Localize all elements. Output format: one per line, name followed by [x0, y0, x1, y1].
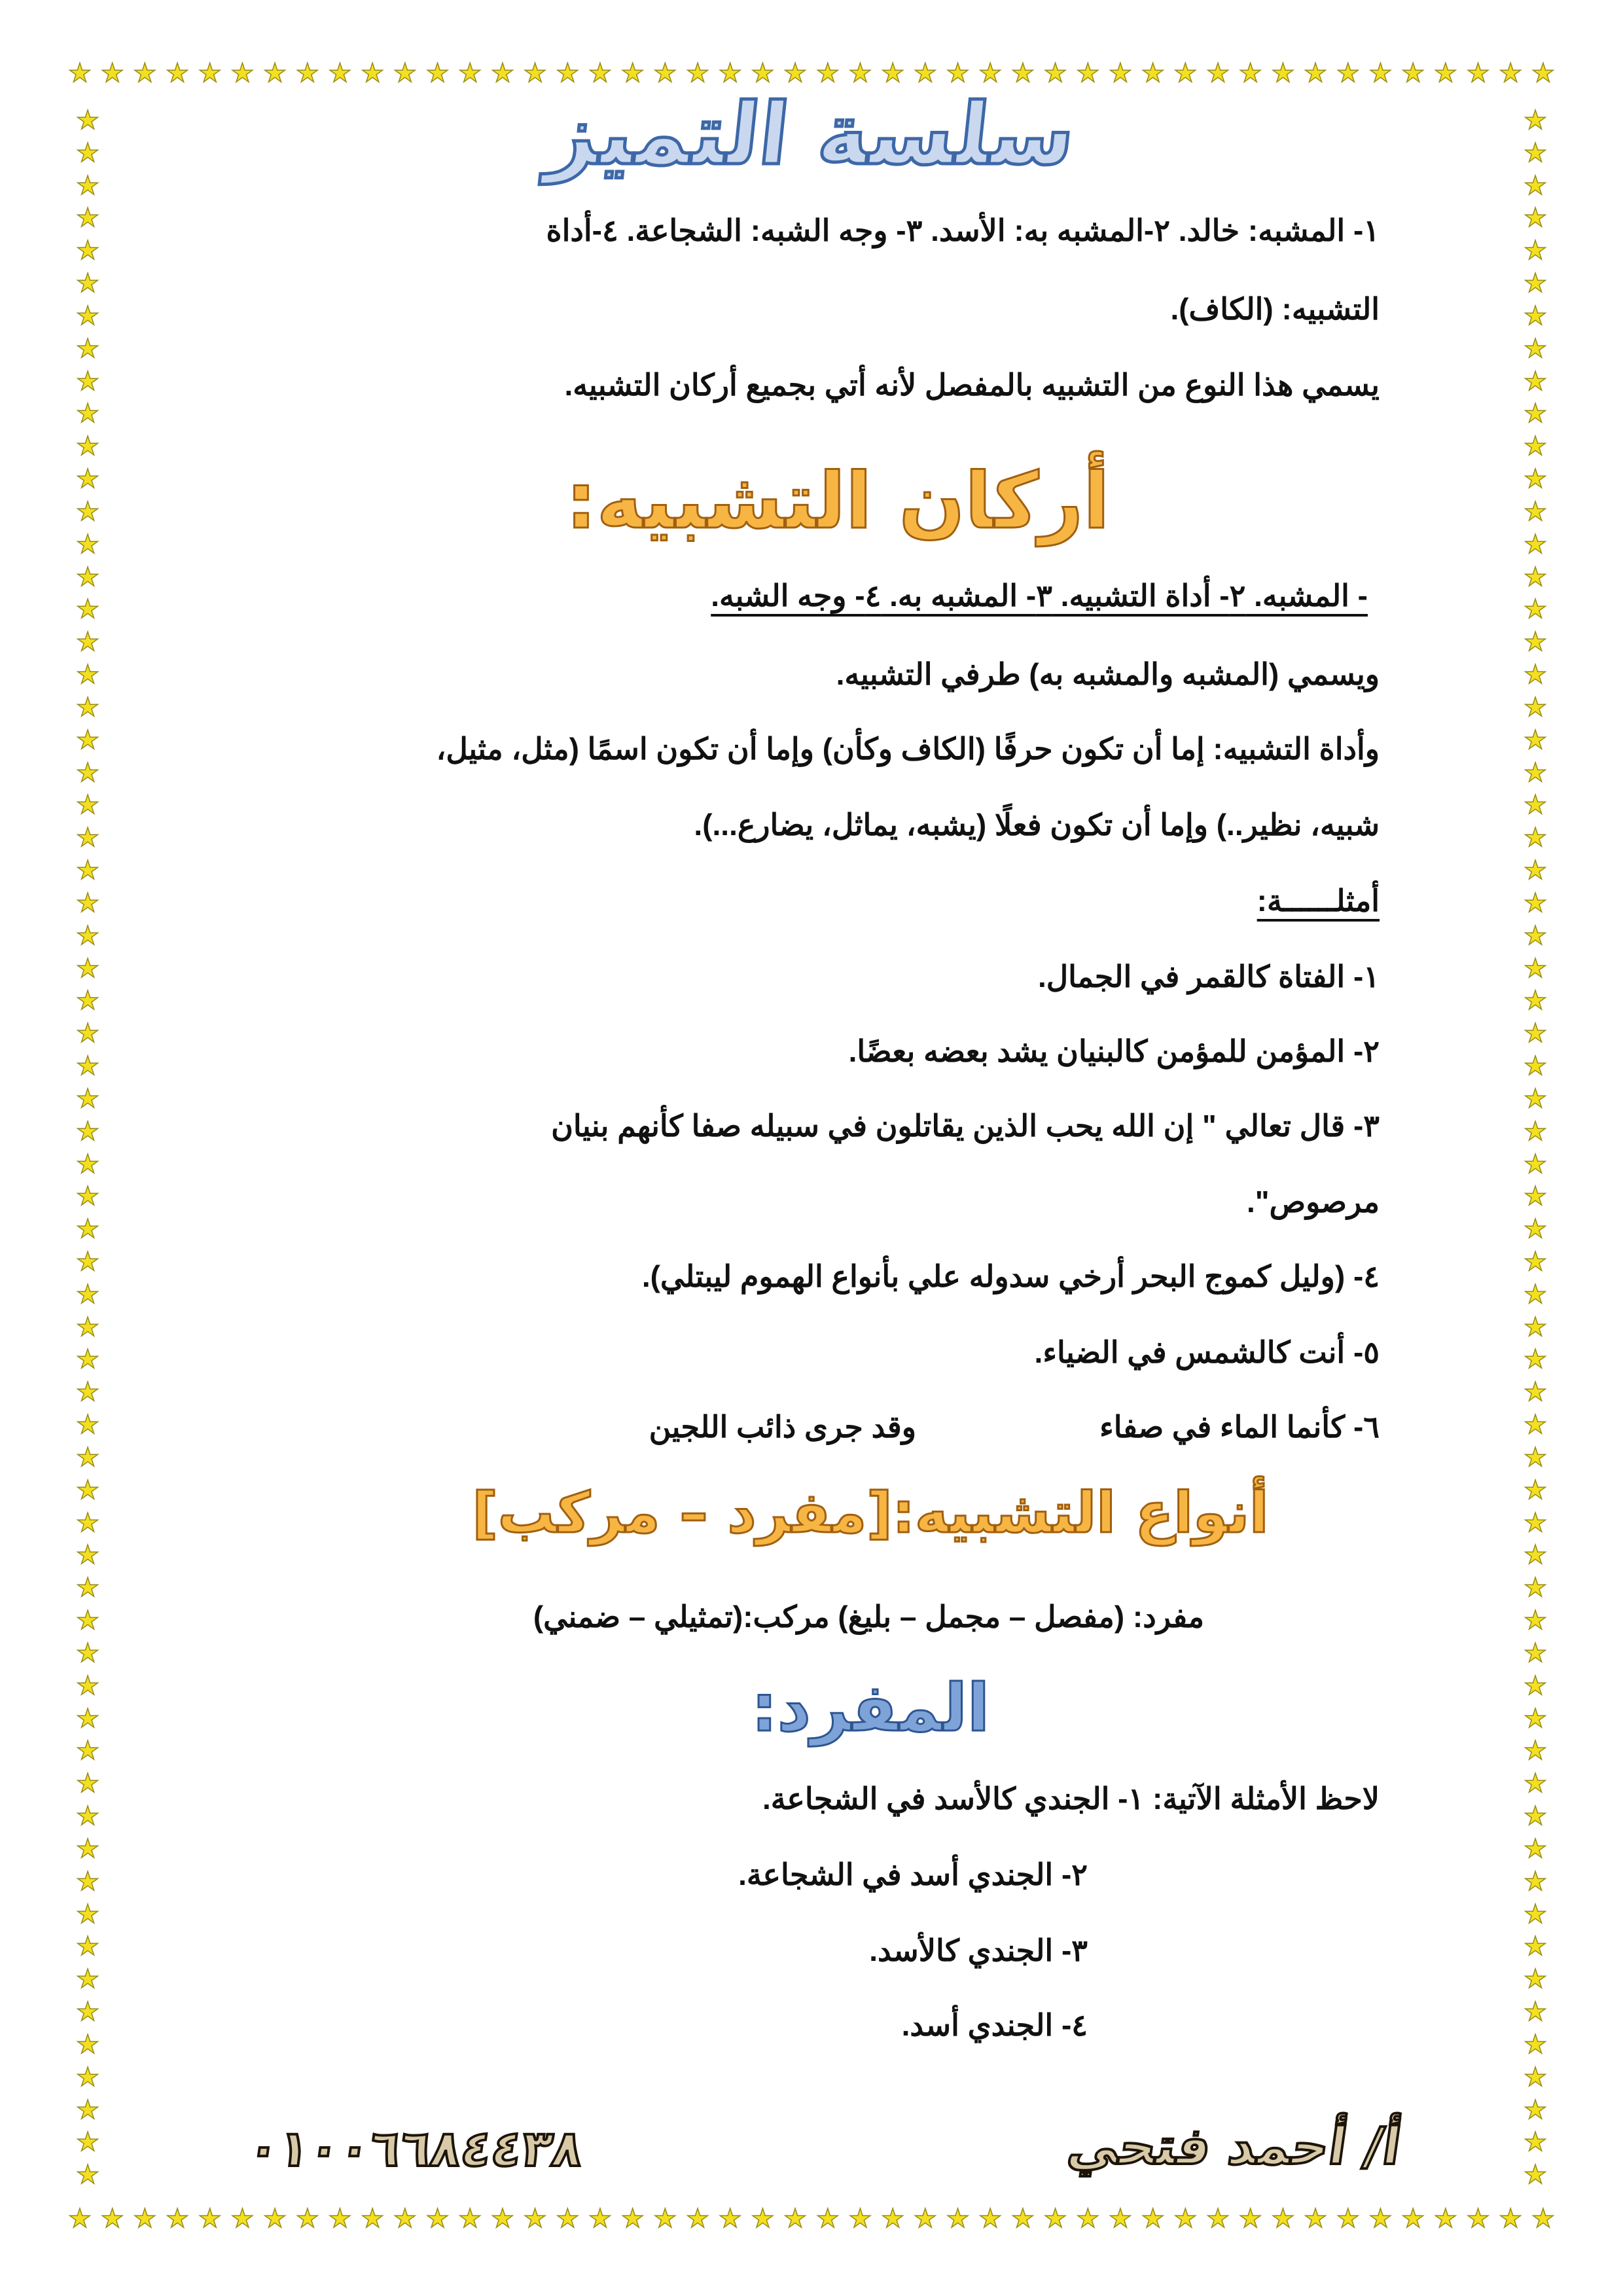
star-icon: ★: [76, 1083, 99, 1114]
star-icon: ★: [76, 431, 99, 462]
star-icon: ★: [458, 58, 482, 88]
star-icon: ★: [76, 1801, 99, 1832]
star-icon: ★: [198, 2204, 222, 2234]
types-line: مفرد: (مفصل – مجمل – بليغ) مركب:(تمثيلي – ضمني): [533, 1600, 1204, 1634]
star-icon: ★: [76, 1964, 99, 1995]
star-icon: ★: [1304, 58, 1327, 88]
star-icon: ★: [1524, 300, 1547, 331]
star-icon: ★: [425, 58, 450, 88]
star-icon: ★: [76, 1931, 99, 1962]
star-icon: ★: [1524, 203, 1547, 234]
star-icon: ★: [1524, 1475, 1547, 1505]
star-icon: ★: [1524, 496, 1547, 527]
star-icon: ★: [393, 58, 417, 88]
star-icon: ★: [1524, 823, 1547, 853]
star-icon: ★: [76, 627, 99, 658]
star-icon: ★: [1524, 137, 1547, 168]
star-icon: ★: [76, 660, 99, 691]
star-icon: ★: [978, 2204, 1003, 2234]
star-icon: ★: [328, 2204, 352, 2234]
star-icon: ★: [523, 58, 547, 88]
arkan-line-3: شبيه، نظير..) وإما أن تكون فعلًا (يشبه، يماثل، يضارع...).: [694, 808, 1380, 842]
star-icon: ★: [76, 2062, 99, 2092]
intro-line-1: ١- المشبه: خالد. ٢-المشبه به: الأسد. ٣- وجه الشبه: الشجاعة. ٤-أداة: [546, 213, 1380, 247]
star-icon: ★: [230, 58, 255, 88]
star-icon: ★: [1043, 58, 1067, 88]
star-icon: ★: [1524, 105, 1547, 135]
star-icon: ★: [76, 953, 99, 984]
star-icon: ★: [1524, 1083, 1547, 1114]
star-icon: ★: [76, 1899, 99, 1929]
star-icon: ★: [1433, 2204, 1457, 2234]
star-icon: ★: [1524, 855, 1547, 886]
star-icon: ★: [166, 2204, 189, 2234]
star-icon: ★: [76, 1312, 99, 1342]
star-icon: ★: [1524, 692, 1547, 723]
example-item: مرصوص".: [1246, 1185, 1380, 1219]
example-item: ٢- المؤمن للمؤمن كالبنيان يشد بعضه بعضًا.: [848, 1034, 1380, 1068]
star-icon: ★: [751, 58, 775, 88]
star-icon: ★: [76, 1833, 99, 1864]
star-icon: ★: [1531, 2204, 1555, 2234]
star-icon: ★: [76, 1344, 99, 1375]
star-icon: ★: [76, 203, 99, 234]
star-icon: ★: [76, 1605, 99, 1636]
star-icon: ★: [1109, 58, 1132, 88]
star-icon: ★: [76, 1475, 99, 1505]
star-icon: ★: [1524, 1997, 1547, 2028]
star-icon: ★: [1499, 2204, 1523, 2234]
star-icon: ★: [76, 399, 99, 429]
star-icon: ★: [1076, 58, 1100, 88]
author-name: أ/ أحمد فتحي: [1063, 2117, 1405, 2176]
star-icon: ★: [1499, 58, 1523, 88]
star-icon: ★: [1466, 2204, 1490, 2234]
star-icon: ★: [76, 1997, 99, 2028]
star-icon: ★: [1531, 58, 1555, 88]
arkan-line-1: ويسمي (المشبه والمشبه به) طرفي التشبيه.: [836, 657, 1380, 691]
star-icon: ★: [68, 58, 92, 88]
star-icon: ★: [1524, 1246, 1547, 1277]
star-icon: ★: [1368, 2204, 1393, 2234]
star-icon: ★: [1524, 790, 1547, 821]
star-icon: ★: [263, 2204, 287, 2234]
star-icon: ★: [76, 2160, 99, 2191]
star-icon: ★: [76, 105, 99, 135]
star-icon: ★: [1524, 170, 1547, 201]
star-icon: ★: [1043, 2204, 1067, 2234]
star-icon: ★: [328, 58, 352, 88]
star-icon: ★: [718, 58, 742, 88]
star-icon: ★: [76, 1703, 99, 1734]
star-icon: ★: [1206, 2204, 1230, 2234]
star-icon: ★: [1466, 58, 1490, 88]
verse-part-1: ٦- كأنما الماء في صفاء: [1099, 1410, 1380, 1444]
star-icon: ★: [913, 2204, 937, 2234]
star-icon: ★: [76, 725, 99, 755]
star-icon: ★: [1524, 953, 1547, 984]
mufrad-line-2: ٢- الجندي أسد في الشجاعة.: [738, 1857, 1088, 1892]
star-icon: ★: [1524, 1899, 1547, 1929]
mufrad-line-3: ٣- الجندي كالأسد.: [869, 1933, 1088, 1967]
star-icon: ★: [1524, 1964, 1547, 1995]
star-icon: ★: [523, 2204, 547, 2234]
intro-line-3: يسمي هذا النوع من التشبيه بالمفصل لأنه أتي بجميع أركان التشبيه.: [564, 368, 1380, 402]
star-icon: ★: [751, 2204, 775, 2234]
star-icon: ★: [76, 692, 99, 723]
star-border-right: [1516, 107, 1555, 2189]
example-item: ٤- (وليل كموج البحر أرخي سدوله علي بأنواع الهموم ليبتلي).: [641, 1259, 1380, 1293]
star-icon: ★: [76, 790, 99, 821]
star-icon: ★: [1141, 2204, 1165, 2234]
star-icon: ★: [76, 236, 99, 266]
star-icon: ★: [76, 920, 99, 951]
example-item: ٥- أنت كالشمس في الضياء.: [1034, 1335, 1380, 1369]
star-icon: ★: [1524, 1768, 1547, 1799]
star-icon: ★: [76, 1410, 99, 1441]
star-icon: ★: [76, 1181, 99, 1212]
star-icon: ★: [230, 2204, 255, 2234]
star-icon: ★: [1524, 1605, 1547, 1636]
arkan-line-2: وأداة التشبيه: إما أن تكون حرفًا (الكاف وكأن) وإما أن تكون اسمًا (مثل، مثيل،: [436, 732, 1380, 766]
star-icon: ★: [76, 333, 99, 364]
star-icon: ★: [361, 2204, 385, 2234]
star-icon: ★: [76, 2094, 99, 2125]
arkan-list: - المشبه. ٢- أداة التشبيه. ٣- المشبه به. ٤- وجه الشبه.: [711, 579, 1368, 613]
star-icon: ★: [1206, 58, 1230, 88]
star-icon: ★: [653, 2204, 677, 2234]
star-icon: ★: [1524, 1051, 1547, 1082]
star-icon: ★: [76, 1507, 99, 1538]
star-icon: ★: [1524, 399, 1547, 429]
star-icon: ★: [848, 2204, 872, 2234]
star-icon: ★: [1524, 366, 1547, 397]
star-icon: ★: [458, 2204, 482, 2234]
star-icon: ★: [100, 2204, 124, 2234]
star-icon: ★: [361, 58, 385, 88]
star-icon: ★: [1524, 1507, 1547, 1538]
star-icon: ★: [620, 2204, 645, 2234]
star-icon: ★: [1524, 1018, 1547, 1049]
star-icon: ★: [1524, 2062, 1547, 2092]
star-icon: ★: [1524, 986, 1547, 1016]
star-icon: ★: [1524, 1312, 1547, 1342]
star-border-left: [68, 107, 107, 2189]
star-icon: ★: [166, 58, 189, 88]
star-icon: ★: [76, 366, 99, 397]
star-icon: ★: [1076, 2204, 1100, 2234]
star-icon: ★: [881, 58, 905, 88]
star-icon: ★: [76, 464, 99, 495]
star-icon: ★: [556, 58, 580, 88]
star-icon: ★: [76, 594, 99, 625]
heading-mufrad: المفرد:: [751, 1670, 990, 1746]
example-item: ١- الفتاة كالقمر في الجمال.: [1037, 960, 1380, 994]
star-icon: ★: [263, 58, 287, 88]
star-icon: ★: [1173, 2204, 1198, 2234]
star-icon: ★: [1524, 1377, 1547, 1408]
star-icon: ★: [76, 300, 99, 331]
star-icon: ★: [1524, 236, 1547, 266]
star-icon: ★: [1524, 2094, 1547, 2125]
star-icon: ★: [1524, 1931, 1547, 1962]
star-icon: ★: [1524, 333, 1547, 364]
star-icon: ★: [76, 1214, 99, 1245]
star-icon: ★: [490, 58, 514, 88]
star-icon: ★: [68, 2204, 92, 2234]
intro-line-2: التشبيه: (الكاف).: [1170, 292, 1380, 326]
star-icon: ★: [76, 1377, 99, 1408]
star-icon: ★: [100, 58, 124, 88]
star-icon: ★: [76, 1279, 99, 1310]
star-icon: ★: [76, 1573, 99, 1604]
star-icon: ★: [1010, 2204, 1035, 2234]
star-icon: ★: [76, 137, 99, 168]
star-icon: ★: [588, 58, 612, 88]
star-icon: ★: [1524, 431, 1547, 462]
star-icon: ★: [1524, 627, 1547, 658]
star-icon: ★: [913, 58, 937, 88]
star-icon: ★: [686, 58, 709, 88]
star-icon: ★: [1524, 1540, 1547, 1571]
star-icon: ★: [76, 268, 99, 299]
star-icon: ★: [1524, 2127, 1547, 2158]
star-icon: ★: [556, 2204, 580, 2234]
examples-label: أمثلــــــة:: [1257, 884, 1380, 918]
star-icon: ★: [1524, 1703, 1547, 1734]
verse-part-2: وقد جرى ذائب اللجين: [649, 1410, 916, 1444]
star-icon: ★: [76, 1768, 99, 1799]
star-icon: ★: [1238, 2204, 1262, 2234]
star-border-bottom: [68, 2199, 1555, 2238]
star-icon: ★: [76, 757, 99, 788]
star-icon: ★: [1524, 1149, 1547, 1179]
star-icon: ★: [1524, 725, 1547, 755]
star-icon: ★: [1524, 1736, 1547, 1767]
star-icon: ★: [620, 58, 645, 88]
star-icon: ★: [978, 58, 1003, 88]
star-icon: ★: [1524, 594, 1547, 625]
series-banner: سلسة التميز: [543, 84, 1080, 184]
star-icon: ★: [1271, 58, 1295, 88]
star-icon: ★: [295, 58, 319, 88]
star-icon: ★: [393, 2204, 417, 2234]
star-icon: ★: [946, 2204, 970, 2234]
star-icon: ★: [76, 529, 99, 560]
star-icon: ★: [1524, 1833, 1547, 1864]
star-icon: ★: [76, 1736, 99, 1767]
star-icon: ★: [1524, 888, 1547, 918]
star-icon: ★: [133, 58, 157, 88]
star-icon: ★: [1401, 2204, 1425, 2234]
star-icon: ★: [76, 1670, 99, 1701]
heading-arkan: أركان التشبيه:: [565, 456, 1110, 546]
star-icon: ★: [1368, 58, 1393, 88]
star-icon: ★: [1524, 1116, 1547, 1147]
star-icon: ★: [1524, 464, 1547, 495]
star-icon: ★: [1173, 58, 1198, 88]
star-icon: ★: [76, 562, 99, 592]
star-icon: ★: [76, 1540, 99, 1571]
example-item: ٣- قال تعالي " إن الله يحب الذين يقاتلون في سبيله صفا كأنهم بنيان: [551, 1109, 1380, 1143]
star-icon: ★: [848, 58, 872, 88]
star-icon: ★: [783, 2204, 807, 2234]
star-icon: ★: [1524, 757, 1547, 788]
star-icon: ★: [76, 1051, 99, 1082]
star-icon: ★: [1238, 58, 1262, 88]
star-icon: ★: [946, 58, 970, 88]
star-icon: ★: [76, 1246, 99, 1277]
star-icon: ★: [1010, 58, 1035, 88]
phone-number: ٠١٠٠٦٦٨٤٤٣٨: [244, 2119, 587, 2178]
star-icon: ★: [133, 2204, 157, 2234]
star-icon: ★: [1524, 2160, 1547, 2191]
star-icon: ★: [76, 986, 99, 1016]
heading-types: أنواع التشبيه:[مفرد – مركب]: [472, 1480, 1269, 1546]
star-icon: ★: [686, 2204, 709, 2234]
star-icon: ★: [1524, 562, 1547, 592]
star-icon: ★: [76, 2127, 99, 2158]
star-icon: ★: [1524, 1801, 1547, 1832]
mufrad-line-4: ٤- الجندي أسد.: [901, 2008, 1088, 2042]
star-icon: ★: [1524, 529, 1547, 560]
star-icon: ★: [1524, 2029, 1547, 2060]
star-icon: ★: [76, 170, 99, 201]
star-icon: ★: [76, 496, 99, 527]
star-icon: ★: [1524, 1181, 1547, 1212]
star-icon: ★: [295, 2204, 319, 2234]
star-icon: ★: [783, 58, 807, 88]
star-icon: ★: [1336, 58, 1360, 88]
star-icon: ★: [1336, 2204, 1360, 2234]
star-icon: ★: [1109, 2204, 1132, 2234]
star-icon: ★: [815, 2204, 840, 2234]
star-icon: ★: [76, 888, 99, 918]
star-icon: ★: [1524, 1344, 1547, 1375]
star-icon: ★: [198, 58, 222, 88]
star-icon: ★: [1524, 1866, 1547, 1897]
star-icon: ★: [1524, 1214, 1547, 1245]
star-icon: ★: [76, 1866, 99, 1897]
star-icon: ★: [76, 855, 99, 886]
star-icon: ★: [1524, 1670, 1547, 1701]
star-icon: ★: [653, 58, 677, 88]
star-icon: ★: [76, 823, 99, 853]
star-icon: ★: [76, 1442, 99, 1473]
star-icon: ★: [490, 2204, 514, 2234]
star-icon: ★: [76, 1116, 99, 1147]
star-icon: ★: [1524, 1410, 1547, 1441]
star-icon: ★: [76, 2029, 99, 2060]
star-icon: ★: [1271, 2204, 1295, 2234]
star-icon: ★: [718, 2204, 742, 2234]
star-icon: ★: [881, 2204, 905, 2234]
star-icon: ★: [76, 1018, 99, 1049]
star-icon: ★: [815, 58, 840, 88]
star-icon: ★: [425, 2204, 450, 2234]
star-icon: ★: [1524, 1442, 1547, 1473]
star-icon: ★: [1401, 58, 1425, 88]
star-icon: ★: [1141, 58, 1165, 88]
star-icon: ★: [1524, 1279, 1547, 1310]
star-icon: ★: [76, 1638, 99, 1668]
star-icon: ★: [1304, 2204, 1327, 2234]
star-icon: ★: [1524, 268, 1547, 299]
star-icon: ★: [1524, 660, 1547, 691]
star-icon: ★: [1433, 58, 1457, 88]
star-icon: ★: [1524, 1573, 1547, 1604]
mufrad-line-1: لاحظ الأمثلة الآتية: ١- الجندي كالأسد في الشجاعة.: [762, 1782, 1380, 1816]
star-icon: ★: [1524, 1638, 1547, 1668]
star-icon: ★: [76, 1149, 99, 1179]
star-icon: ★: [1524, 920, 1547, 951]
star-icon: ★: [588, 2204, 612, 2234]
